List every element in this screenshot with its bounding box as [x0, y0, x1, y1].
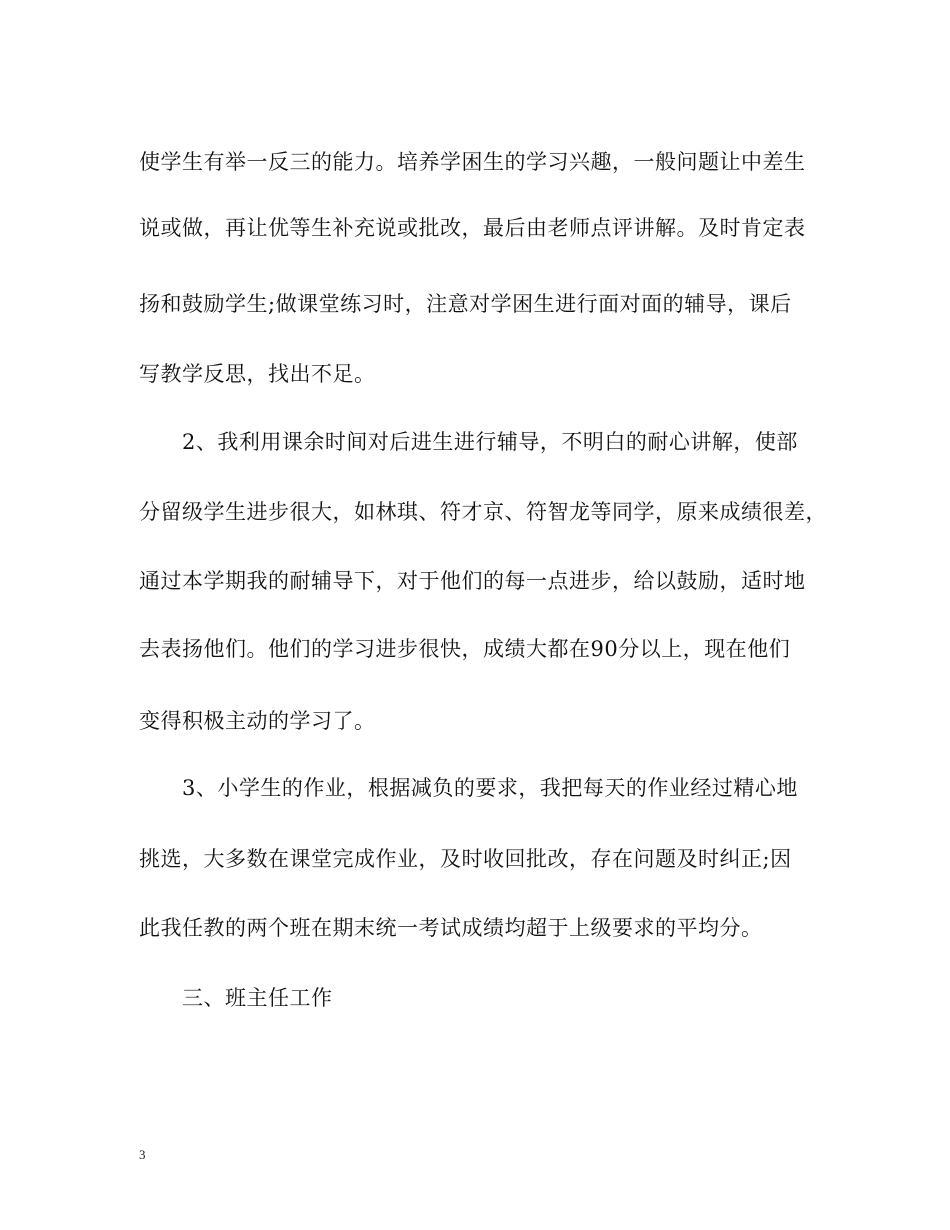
paragraph-line: 此我任教的两个班在期末统一考试成绩均超于上级要求的平均分。 [139, 916, 763, 940]
paragraph-line: 3、小学生的作业，根据减负的要求，我把每天的作业经过精心地 [182, 776, 798, 800]
paragraph-line: 说或做，再让优等生补充说或批改，最后由老师点评讲解。及时肯定表 [139, 216, 806, 240]
paragraph-line: 使学生有举一反三的能力。培养学困生的学习兴趣，一般问题让中差生 [139, 150, 806, 174]
paragraph-line: 分留级学生进步很大，如林琪、符才京、符智龙等同学，原来成绩很差， [139, 500, 827, 524]
paragraph-line: 挑选，大多数在课堂完成作业，及时收回批改，存在问题及时纠正;因 [139, 847, 792, 871]
paragraph-line: 扬和鼓励学生;做课堂练习时，注意对学困生进行面对面的辅导，课后 [139, 292, 792, 316]
page-number: 3 [139, 1147, 146, 1162]
paragraph-line: 写教学反思，找出不足。 [139, 362, 376, 386]
section-heading: 三、班主任工作 [182, 986, 333, 1010]
paragraph-line: 变得积极主动的学习了。 [139, 709, 376, 733]
paragraph-line: 去表扬他们。他们的学习进步很快，成绩大都在90分以上，现在他们 [139, 637, 791, 661]
paragraph-line: 通过本学期我的耐辅导下，对于他们的每一点进步，给以鼓励，适时地 [139, 569, 806, 593]
paragraph-line: 2、我利用课余时间对后进生进行辅导，不明白的耐心讲解，使部 [182, 430, 798, 454]
